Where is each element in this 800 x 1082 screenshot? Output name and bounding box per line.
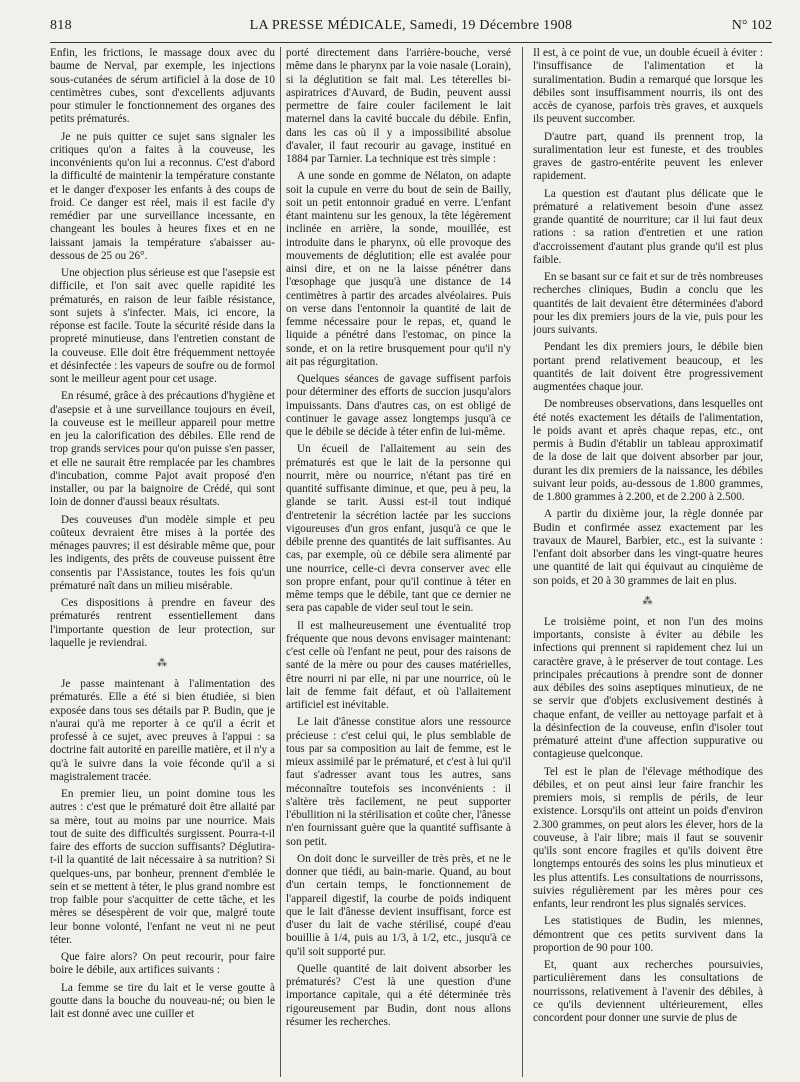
paragraph: En résumé, grâce à des précautions d'hygiène et d'asepsie et à une surveillance toujours en éveil, la couveuse est le meilleur appareil pour mettre en jeu la calorification des débiles. Elle rend de trop grands services pour qu'on puisse s'en passer, et elle ne saurait être remplacée par les chambres d'incubation, comme Pajot avait proposé d'en installer, ou par la baignoire de Crédé, qui sont loin de donner d'aussi beaux résultats. — [50, 390, 275, 509]
paragraph: Le lait d'ânesse constitue alors une ressource précieuse : c'est celui qui, le plus semblable de tous par sa composition au lait de femme, est le mieux assimilé par le prématuré, et c'est à lui qu'il faut s'adresser avant tous les autres, sans méconnaître toutefois ses inconvénients : il s'altère très facilement, ne peut supporter l'ébullition ni la stérilisation et coûte cher, l'ânesse n'en fournissant guère que la quantité suffisante à son petit. — [286, 716, 511, 848]
paragraph: A une sonde en gomme de Nélaton, on adapte soit la cupule en verre du bout de sein de Bailly, soit un petit entonnoir gradué en verre. L'enfant étant maintenu sur les genoux, la tête légèrement inclinée en arrière, la sonde, mouillée, est introduite dans le pharynx, où elle provoque des mouvements de déglutition; elle est avalée pour ainsi dire, et on ne la laisse pénétrer dans l'œsophage que jusqu'à une distance de 14 centimètres à partir des arcades alvéolaires. Puis on verse dans l'entonnoir la quantité de lait de femme nécessaire pour le repas, et, quand le liquide a pénétré dans l'estomac, on pince la sonde, et on la retire brusquement pour qu'il n'y ait pas régurgitation. — [286, 170, 511, 368]
paragraph: Pendant les dix premiers jours, le débile bien portant prend relativement beaucoup, et les quantités de lait doivent être progressivement augmentées chaque jour. — [533, 341, 763, 393]
column-divider — [280, 47, 281, 1077]
paragraph: Tel est le plan de l'élevage méthodique des débiles, et on peut ainsi leur faire franchir les premiers mois, si remplis de périls, de leur existence. Lorsqu'ils ont atteint un poids d'environ 2.300 grammes, on peut alors les élever, hors de la couveuse, à l'air libre; mais il faut se souvenir qu'ils sont encore fragiles et qu'ils doivent être longtemps entourés des soins les plus minutieux et les plus attentifs. Les consultations de nourrissons, suivies régulièrement par les mères pour ces enfants, leur rendront les plus signalés services. — [533, 765, 763, 910]
paragraph: Quelques séances de gavage suffisent parfois pour déterminer des efforts de succion jusqu'alors impuissants. Dans d'autres cas, on est obligé de continuer le gavage assez longtemps jusqu'à ce que le débile se décide à téter enfin de lui-même. — [286, 373, 511, 438]
paragraph: Le troisième point, et non l'un des moins importants, consiste à éviter au débile les infections qui prennent si rapidement chez lui un caractère grave, à le préserver de tout contage. Les principales précautions à prendre sont de donner aux débiles des soins aseptiques minutieux, de ne se servir que d'objets exclusivement destinés à chaque enfant, de veiller au nettoyage parfait et à la désinfection de la couveuse, enfin d'isoler tout prématuré atteint d'une affection suppurative ou contagieuse quelconque. — [533, 615, 763, 761]
column-1 — [50, 47, 275, 1077]
journal-title: LA PRESSE MÉDICALE, Samedi, 19 Décembre 1908 — [249, 18, 573, 33]
paragraph: Je passe maintenant à l'alimentation des prématurés. Elle a été si bien étudiée, si bien exposée dans tous ses détails par P. Budin, que je n'aurai qu'à me reporter à ce qu'il a écrit et professé à ce sujet, avec preuves à l'appui : sa doctrine fait autorité en pareille matière, et il n'y a qu'à le suivre dans la voie féconde qu'il a si magistralement tracée. — [50, 678, 275, 783]
column-3 — [533, 47, 763, 1077]
page-number: 818 — [50, 18, 72, 33]
paragraph: A partir du dixième jour, la règle donnée par Budin et confirmée assez exactement par les travaux de Maurel, Barbier, etc., est la suivante : l'enfant doit absorber dans les vingt-quatre heures une quantité de lait qui équivaut au cinquième de son poids, et 20 à 30 grammes de lait en plus. — [533, 508, 763, 587]
paragraph: Je ne puis quitter ce sujet sans signaler les critiques qu'on a faites à la couveuse, les inconvénients qu'on lui a reconnus. C'est d'abord la difficulté de maintenir la température constante et le danger d'exposer les enfants à des coups de froid. Ce danger est réel, mais il est facile d'y remédier par une surveillance incessante, en changeant les boules à heures fixes et en ne laissant jamais la température s'abaisser au-dessous de 25 ou 26°. — [50, 130, 275, 262]
section-separator-asterism: ⁂ — [642, 595, 654, 607]
section-separator-asterism: ⁂ — [157, 658, 168, 669]
paragraph: Des couveuses d'un modèle simple et peu coûteux devraient être mises à la portée des ménages pauvres; il est désirable même que, pour les indigents, des prêts de couveuse puissent être consentis par l'Assistance, toutes les fois qu'un prématuré naît dans un milieu misérable. — [50, 513, 275, 592]
paragraph: D'autre part, quand ils prennent trop, la suralimentation leur est funeste, et des troubles graves de gastro-entérite peuvent les enlever rapidement. — [533, 130, 763, 183]
paragraph: Et, quant aux recherches poursuivies, particulièrement dans les consultations de nourrissons, relativement à l'avenir des débiles, à ce qu'ils deviennent ultérieurement, elles concordent pour donner une survie de plus de — [533, 959, 763, 1024]
paragraph: La femme se tire du lait et le verse goutte à goutte dans la bouche du nouveau-né; ou bien le lait est donné avec une cuiller et — [50, 981, 275, 1020]
issue-number: N° 102 — [731, 18, 772, 33]
paragraph: Les statistiques de Budin, les miennes, démontrent que ces petits survivent dans la proportion de 90 pour 100. — [533, 915, 763, 954]
paragraph: On doit donc le surveiller de très près, et ne le donner que tiédi, au bain-marie. Quand, au bout d'un certain temps, le fonctionnement de l'appareil digestif, la courbe de poids indiquent que le lait d'ânesse devient insuffisant, force est d'user du lait de vache stérilisé, coupé d'eau bouillie à 1/4, puis au 1/3, à 1/2, etc., jusqu'à ce qu'il soit supporté pur. — [286, 852, 511, 958]
paragraph: Il est, à ce point de vue, un double écueil à éviter : l'insuffisance de l'alimentation et la suralimentation. Budin a remarqué que lorsque les débiles sont insuffisamment nourris, ils ont des accès de cyanose, parfois très graves, et auxquels ils peuvent succomber. — [533, 47, 763, 126]
paragraph: Il est malheureusement une éventualité trop fréquente que nous devons envisager maintenant: c'est celle où l'enfant ne peut, pour des raisons de santé de la mère ou pour des causes matérielles, être nourri ni par elle, ni par une nourrice, où le lait de femme fait défaut, et où l'allaitement artificiel est inévitable. — [286, 619, 511, 711]
paragraph: En se basant sur ce fait et sur de très nombreuses recherches cliniques, Budin a conclu que les quantités de lait devaient être déterminées d'abord pour les dix premiers jours de la vie, puis pour les jours suivants. — [533, 271, 763, 336]
column-2 — [286, 47, 511, 1077]
header-rule — [50, 42, 772, 43]
paragraph: De nombreuses observations, dans lesquelles ont été notés exactement les détails de l'alimentation, le poids avant et après chaque repas, etc., ont permis à Budin d'établir un tableau approximatif de la dose de lait que doivent absorber par jour, durant les dix premiers de la naissance, les débiles suivant leur poids, au-dessous de 1.800 grammes, de 1.800 grammes à 2.200, et de 2.200 à 2.500. — [533, 398, 763, 503]
column-divider — [522, 47, 523, 1077]
paragraph: Quelle quantité de lait doivent absorber les prématurés? C'est là une question d'une importance capitale, qui a été déterminée très rigoureusement par Budin, dont nous allons résumer les recherches. — [286, 962, 511, 1028]
paragraph: La question est d'autant plus délicate que le prématuré a relativement besoin d'une assez grande quantité de nourriture; car il lui faut deux rations : sa ration d'entretien et une ration d'accroissement d'autant plus grande qu'il est plus faible. — [533, 187, 763, 266]
paragraph: Enfin, les frictions, le massage doux avec du baume de Nerval, par exemple, les injections sous-cutanées de sérum artificiel à la dose de 10 centimètres cubes, sont d'excellents adjuvants pour stimuler le fonctionnement des organes des petits prématurés. — [50, 47, 275, 126]
paragraph: porté directement dans l'arrière-bouche, versé même dans le pharynx par la voie nasale (Lorain), si la déglutition se fait mal. Les téterelles bi-aspiratrices d'Auvard, de Budin, peuvent aussi permettre de faire couler facilement le lait maternel dans la cavité buccale du débile. Enfin, dans les cas où il y a impossibilité absolue d'avaler, il faut recourir au gavage, institué en 1884 par Tarnier. La technique est très simple : — [286, 47, 511, 165]
paragraph: Ces dispositions à prendre en faveur des prématurés rentrent essentiellement dans l'importante question de leur protection, sur laquelle je reviendrai. — [50, 597, 275, 649]
paragraph: Une objection plus sérieuse est que l'asepsie est difficile, et l'on sait avec quelle rapidité les prématurés, en raison de leur faible résistance, sont sujets à s'infecter. Mais, ici encore, la réponse est facile. Toute la sécurité réside dans la propreté minutieuse, dans l'entretien constant de la couveuse. Elle doit être fréquemment nettoyée et désinfectée : les vapeurs de soufre ou de formol sont le meilleur agent pour cet usage. — [50, 267, 275, 385]
paragraph: Un écueil de l'allaitement au sein des prématurés est que le lait de la personne qui nourrit, mère ou nourrice, n'étant pas tiré en quantité suffisante diminue, et que, peu à peu, la glande se tarit. Aussi est-il tout indiqué d'entretenir la sécrétion lactée par les succions vigoureuses d'un gros enfant, jusqu'à ce que le débile prenne des quantités de lait suffisantes. Au cas, par exemple, où ce débile sera alimenté par une nourrice, celle-ci devra conserver avec elle son propre enfant, pour qu'il continue à téter en même temps que le débile, tant que ce dernier ne sera pas capable de vider seul tout le sein. — [286, 443, 511, 615]
paragraph: En premier lieu, un point domine tous les autres : c'est que le prématuré doit être allaité par sa mère, tout au moins par une nourrice. Mais tout de suite des difficultés surgissent. Pourra-t-il faire des efforts de succion suffisants? Déglutira-t-il la quantité de lait nécessaire à sa nutrition? Si quelques-uns, par bonheur, prennent d'emblée le sein et se mettent à téter, le plus grand nombre est trop faible pour s'acquitter de cette tâche, et les mères se désespèrent de voir que, malgré toute leur bonne volonté, l'enfant ne veut ni ne peut téter. — [50, 788, 275, 946]
paragraph: Que faire alors? On peut recourir, pour faire boire le débile, aux artifices suivants : — [50, 951, 275, 977]
page-header — [50, 16, 772, 42]
